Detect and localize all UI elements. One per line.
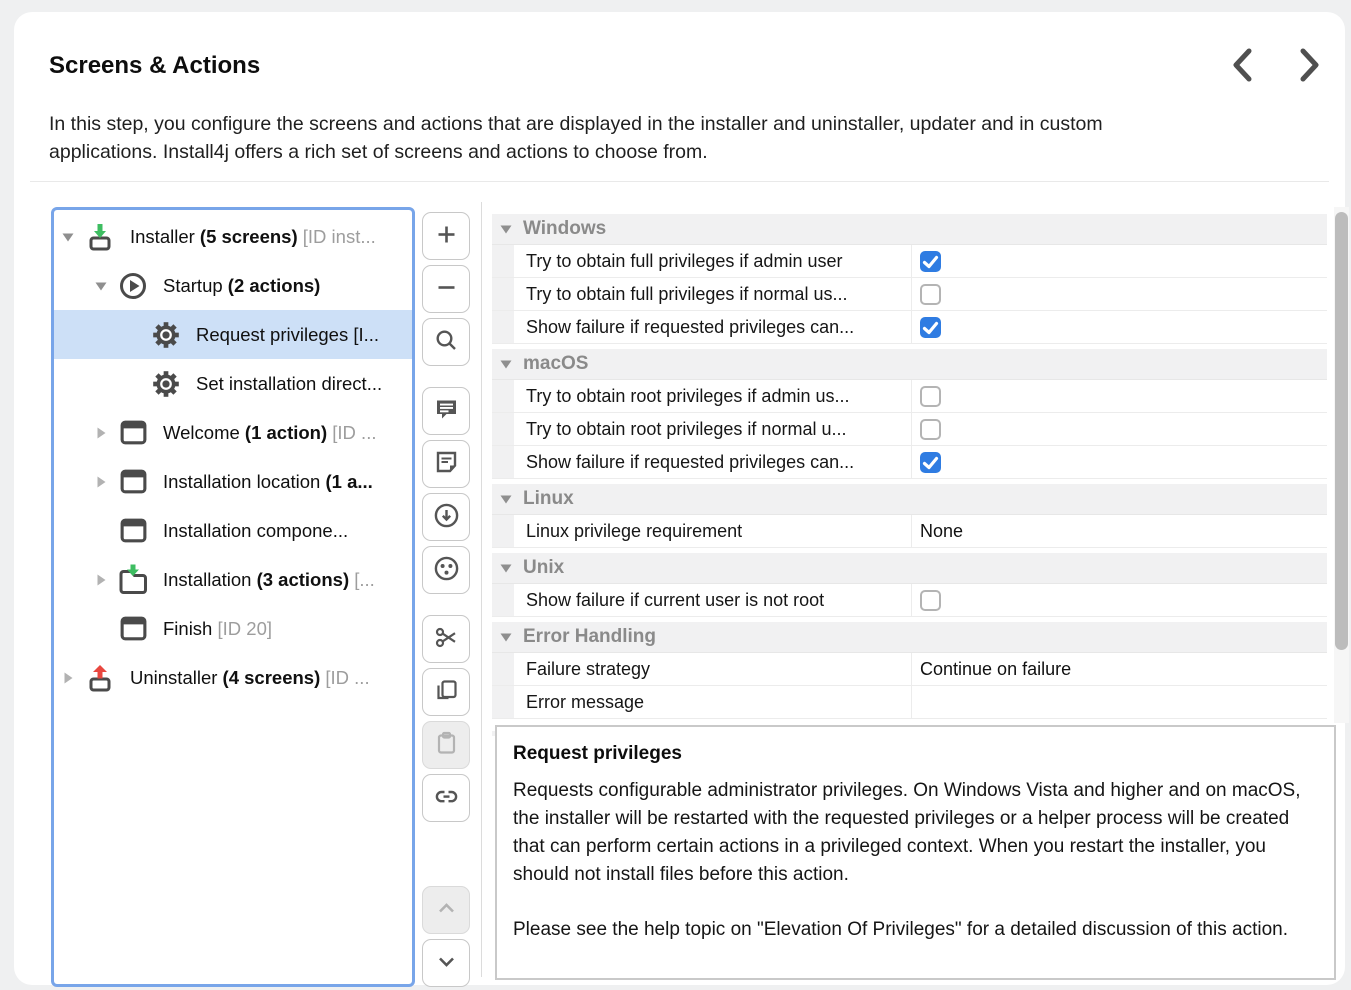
scissors-icon — [433, 624, 460, 654]
property-value-cell[interactable] — [912, 278, 1327, 310]
next-step-button[interactable] — [1287, 44, 1331, 88]
comments-button[interactable] — [422, 387, 470, 435]
description-title: Request privileges — [513, 743, 682, 764]
tree-item-label: Installer (5 screens) [ID inst... — [130, 225, 376, 247]
row-indent-strip — [492, 311, 516, 343]
install-folder-icon — [115, 564, 151, 596]
property-grid — [492, 207, 1327, 736]
notes-button[interactable] — [422, 440, 470, 488]
action-gear-icon — [148, 319, 184, 351]
row-indent-strip — [492, 245, 516, 277]
collapse-arrow-icon[interactable] — [87, 280, 115, 292]
tree-row[interactable] — [54, 555, 412, 604]
property-row — [492, 653, 1327, 686]
row-indent-strip — [492, 515, 516, 547]
toolbar-divider — [481, 202, 482, 977]
screen-icon — [115, 516, 151, 545]
installer-icon — [82, 222, 118, 252]
property-name: Try to obtain root privileges if normal u... — [516, 413, 912, 445]
chevron-up-icon — [433, 895, 460, 925]
property-name: Try to obtain full privileges if admin user — [516, 245, 912, 277]
tree-item-label: Set installation direct... — [196, 372, 383, 394]
chevron-down-icon — [433, 948, 460, 978]
download-action-button[interactable] — [422, 493, 470, 541]
screen-icon — [115, 418, 151, 447]
screens-and-actions-card — [14, 12, 1345, 985]
tree-row[interactable] — [54, 261, 412, 310]
chevron-right-icon — [1289, 43, 1329, 90]
scrollbar-thumb[interactable] — [1335, 212, 1348, 650]
property-name: Try to obtain full privileges if normal us... — [516, 278, 912, 310]
property-row — [492, 446, 1327, 479]
move-up-button[interactable] — [422, 886, 470, 934]
screen-icon — [115, 614, 151, 643]
checkbox[interactable] — [920, 284, 941, 305]
remove-button[interactable] — [422, 265, 470, 313]
collapse-arrow-icon — [499, 358, 517, 370]
property-row — [492, 311, 1327, 344]
checkbox[interactable] — [920, 386, 941, 407]
action-gear-icon — [148, 368, 184, 400]
tree-row[interactable] — [54, 310, 412, 359]
expand-arrow-icon[interactable] — [87, 475, 115, 489]
row-indent-strip — [492, 686, 516, 718]
checkbox[interactable] — [920, 452, 941, 473]
collapse-arrow-icon — [499, 223, 517, 235]
add-button[interactable] — [422, 212, 470, 260]
property-row — [492, 245, 1327, 278]
property-row — [492, 686, 1327, 719]
property-value: None — [920, 520, 964, 541]
tree-row[interactable] — [54, 506, 412, 555]
section-title: macOS — [523, 353, 589, 374]
property-value: Continue on failure — [920, 658, 1072, 679]
step-description: In this step, you configure the screens and actions that are displayed in the installer and uninstaller, updater and in custom applications. Install4j offers a rich set of screens and actions to choose from. — [49, 113, 1103, 163]
checkbox[interactable] — [920, 419, 941, 440]
row-indent-strip — [492, 446, 516, 478]
expand-arrow-icon[interactable] — [87, 426, 115, 440]
chevron-left-icon — [1223, 43, 1263, 90]
property-value-cell[interactable] — [912, 446, 1327, 478]
tree-item-label: Uninstaller (4 screens) [ID ... — [130, 666, 370, 688]
tree-row[interactable] — [54, 212, 412, 261]
section-title: Error Handling — [523, 626, 657, 647]
link-button[interactable] — [422, 774, 470, 822]
screen-icon — [115, 467, 151, 496]
tree-panel — [51, 207, 415, 987]
property-name: Error message — [516, 686, 912, 718]
search-icon — [433, 327, 460, 357]
property-name: Try to obtain root privileges if admin us... — [516, 380, 912, 412]
property-row — [492, 515, 1327, 548]
property-name: Show failure if current user is not root — [516, 584, 912, 616]
checkbox[interactable] — [920, 251, 941, 272]
search-button[interactable] — [422, 318, 470, 366]
note-icon — [433, 449, 460, 479]
plugin-button[interactable] — [422, 546, 470, 594]
socket-icon — [433, 555, 460, 585]
description-panel — [495, 725, 1336, 980]
move-down-button[interactable] — [422, 939, 470, 987]
scrollbar-track[interactable] — [1334, 207, 1349, 723]
tree-item-label: Installation (3 actions) [... — [163, 568, 375, 590]
previous-step-button[interactable] — [1221, 44, 1265, 88]
checkbox[interactable] — [920, 317, 941, 338]
comment-icon — [433, 396, 460, 426]
property-row — [492, 278, 1327, 311]
download-circle-icon — [433, 502, 460, 532]
tree-row[interactable] — [54, 653, 412, 702]
property-value-cell[interactable] — [912, 245, 1327, 277]
description-body — [513, 777, 1318, 944]
section-title: Unix — [523, 557, 565, 578]
expand-arrow-icon[interactable] — [87, 573, 115, 587]
property-value-cell[interactable] — [912, 380, 1327, 412]
section-header[interactable] — [492, 349, 1327, 380]
property-value-cell[interactable] — [912, 653, 1327, 685]
tree-row[interactable] — [54, 457, 412, 506]
copy-button[interactable] — [422, 668, 470, 716]
tree-item-label: Installation location (1 a... — [163, 470, 373, 492]
row-indent-strip — [492, 653, 516, 685]
section-header[interactable] — [492, 484, 1327, 515]
tree-row[interactable] — [54, 408, 412, 457]
tree-row[interactable] — [54, 604, 412, 653]
tree-item-label: Installation compone... — [163, 519, 349, 541]
plus-icon — [433, 221, 460, 251]
minus-icon — [433, 274, 460, 304]
link-icon — [433, 783, 460, 813]
expand-arrow-icon[interactable] — [54, 671, 82, 685]
startup-icon — [115, 270, 151, 302]
clipboard-icon — [433, 730, 460, 760]
collapse-arrow-icon[interactable] — [54, 231, 82, 243]
row-indent-strip — [492, 413, 516, 445]
row-indent-strip — [492, 278, 516, 310]
header-separator — [30, 181, 1329, 182]
description-paragraph: Requests configurable administrator privileges. On Windows Vista and higher and on macOS, the installer will be restarted with the requested privileges or a helper process will be created that can perform certain actions in a privileged context. When you restart the installer, you should not install files before this action. — [513, 780, 1301, 885]
paste-button[interactable] — [422, 721, 470, 769]
tree-item-label: Welcome (1 action) [ID ... — [163, 421, 377, 443]
section-title: Linux — [523, 488, 574, 509]
checkbox[interactable] — [920, 590, 941, 611]
tree-item-label: Startup (2 actions) — [163, 274, 321, 296]
row-indent-strip — [492, 380, 516, 412]
section-header[interactable] — [492, 622, 1327, 653]
property-name: Show failure if requested privileges can... — [516, 446, 912, 478]
tree-item-label: Finish [ID 20] — [163, 617, 272, 639]
page-title: Screens & Actions — [49, 52, 261, 79]
property-name: Show failure if requested privileges can... — [516, 311, 912, 343]
property-name: Failure strategy — [516, 653, 912, 685]
section-header[interactable] — [492, 553, 1327, 584]
collapse-arrow-icon — [499, 493, 517, 505]
section-title: Windows — [523, 218, 607, 239]
cut-button[interactable] — [422, 615, 470, 663]
property-value-cell[interactable] — [912, 311, 1327, 343]
copy-icon — [433, 677, 460, 707]
tree-toolbar — [422, 207, 470, 987]
property-name: Linux privilege requirement — [516, 515, 912, 547]
collapse-arrow-icon — [499, 631, 517, 643]
row-indent-strip — [492, 584, 516, 616]
uninstaller-icon — [82, 663, 118, 693]
collapse-arrow-icon — [499, 562, 517, 574]
property-row — [492, 413, 1327, 446]
property-value-cell[interactable] — [912, 686, 1327, 718]
description-paragraph: Please see the help topic on "Elevation Of Privileges" for a detailed discussion of this action. — [513, 919, 1288, 940]
property-value-cell[interactable] — [912, 584, 1327, 616]
property-row — [492, 380, 1327, 413]
property-value-cell[interactable] — [912, 413, 1327, 445]
section-header[interactable] — [492, 214, 1327, 245]
tree-row[interactable] — [54, 359, 412, 408]
property-row — [492, 584, 1327, 617]
tree-item-label: Request privileges [I... — [196, 323, 380, 345]
property-value-cell[interactable] — [912, 515, 1327, 547]
